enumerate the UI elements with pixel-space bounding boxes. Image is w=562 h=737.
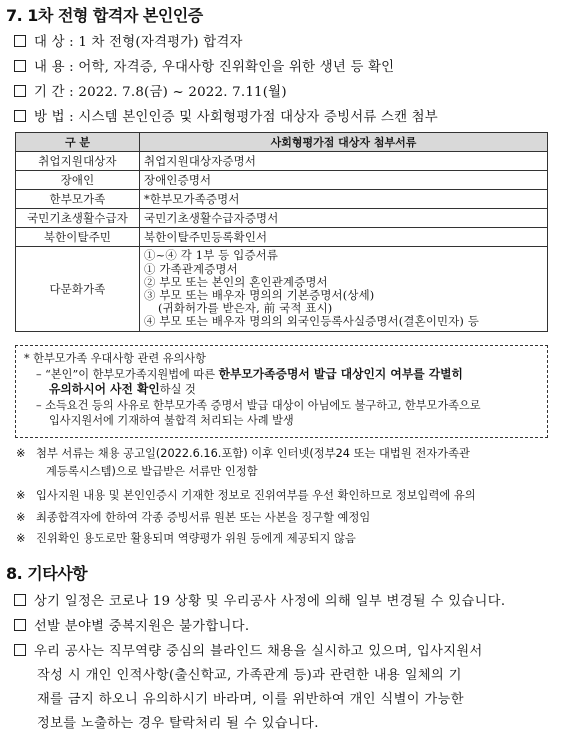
notice-title: * 한부모가족 우대사항 관련 유의사항 — [24, 352, 206, 365]
documents-cell: *한부모가족증명서 — [140, 190, 548, 209]
table-row — [16, 171, 548, 190]
misc-item-3-cont: 정보를 노출하는 경우 탈락처리 될 수 있습니다. — [37, 716, 319, 731]
checkbox-square-icon — [14, 594, 26, 606]
notice-line: 입사지원서에 기재하여 불합격 처리되는 사례 발생 — [49, 414, 294, 427]
category-cell: 장애인 — [16, 171, 140, 190]
reference-mark-icon: ※ — [16, 489, 26, 502]
remark-1: ※ 첨부 서류는 채용 공고일(2022.6.16.포함) 이후 인터넷(정부24 또는 대법원 전자가족관 — [16, 447, 470, 460]
reference-mark-icon: ※ — [16, 447, 26, 460]
category-cell: 다문화가족 — [16, 247, 140, 332]
doc-line: ③ 부모 또는 배우자 명의의 기본증명서(상세) — [144, 288, 375, 302]
category-cell: 국민기초생활수급자 — [16, 209, 140, 228]
category-cell: 북한이탈주민 — [16, 228, 140, 247]
header-category: 구 분 — [16, 133, 140, 152]
doc-line: (귀화허가를 받은자, 前 국적 표시) — [158, 301, 333, 316]
doc-line: ① 가족관계증명서 — [144, 261, 238, 276]
header-documents: 사회형평가점 대상자 첨부서류 — [140, 133, 548, 152]
category-cell: 취업지원대상자 — [16, 152, 140, 171]
table-row — [16, 228, 548, 247]
reference-mark-icon: ※ — [16, 511, 26, 524]
remark-2: ※ 입사지원 내용 및 본인인증시 기재한 정보로 진위여부를 우선 확인하므로 정보입력에 유의 — [16, 489, 476, 502]
checkbox-square-icon — [14, 644, 26, 656]
checkbox-square-icon — [14, 619, 26, 631]
notice-line: – 소득요건 등의 사유로 한부모가족 증명서 발급 대상이 아님에도 불구하고, 한부모가족으로 — [36, 398, 481, 412]
misc-item-2: 선발 분야별 중복지원은 불가합니다. — [14, 615, 249, 634]
remark-4: ※ 진위확인 용도로만 활용되며 역량평가 위원 등에게 제공되지 않음 — [16, 532, 356, 545]
documents-cell: 북한이탈주민등록확인서 — [140, 228, 548, 247]
checkbox-square-icon — [14, 60, 26, 72]
period-bullet: 기 간 : 2022. 7.8(금) ~ 2022. 7.11(월) — [14, 81, 287, 100]
checkbox-square-icon — [14, 110, 26, 122]
documents-cell: 국민기초생활수급자증명서 — [140, 209, 548, 228]
section-7-title: 7. 1차 전형 합격자 본인인증 — [6, 6, 203, 25]
misc-item-3-cont: 작성 시 개인 인적사항(출신학교, 가족관계 등)과 관련한 내용 일체의 기 — [37, 668, 462, 683]
misc-item-1: 상기 일정은 코로나 19 상황 및 우리공사 사정에 의해 일부 변경될 수 있습니다. — [14, 590, 505, 609]
documents-cell: 장애인증명서 — [140, 171, 548, 190]
documents-cell-multicultural — [140, 247, 548, 332]
doc-line: ①~④ 각 1부 등 입증서류 — [144, 248, 279, 263]
section-8-title: 8. 기타사항 — [6, 564, 88, 583]
table-header-row — [16, 133, 548, 152]
misc-item-3-cont: 재를 금지 하오니 유의하시기 바라며, 이를 위반하여 개인 식별이 가능한 — [37, 692, 464, 707]
category-cell: 한부모가족 — [16, 190, 140, 209]
documents-table — [15, 132, 548, 332]
notice-line: – “본인”이 한부모가족지원법에 따른 한부모가족증명서 발급 대상인지 여부를 각별히 — [36, 366, 463, 381]
table-row-multicultural — [16, 247, 548, 332]
notice-line: 유의하시어 사전 확인하실 것 — [49, 382, 196, 396]
table-row — [16, 209, 548, 228]
checkbox-square-icon — [14, 85, 26, 97]
single-parent-notice-box — [15, 345, 548, 438]
reference-mark-icon: ※ — [16, 532, 26, 545]
content-bullet: 내 용 : 어학, 자격증, 우대사항 진위확인을 위한 생년 등 확인 — [14, 56, 394, 75]
documents-cell: 취업지원대상자증명서 — [140, 152, 548, 171]
target-bullet: 대 상 : 1 차 전형(자격평가) 합격자 — [14, 31, 243, 50]
doc-line: ② 부모 또는 본인의 혼인관계증명서 — [144, 274, 328, 289]
table-row — [16, 190, 548, 209]
checkbox-square-icon — [14, 35, 26, 47]
misc-item-3: 우리 공사는 직무역량 중심의 블라인드 채용을 실시하고 있으며, 입사지원서 — [14, 640, 483, 659]
remark-1-cont: 계등록시스템)으로 발급받은 서류만 인정함 — [46, 465, 258, 478]
table-row — [16, 152, 548, 171]
remark-3: ※ 최종합격자에 한하여 각종 증빙서류 원본 또는 사본을 징구할 예정임 — [16, 511, 371, 524]
method-bullet: 방 법 : 시스템 본인인증 및 사회형평가점 대상자 증빙서류 스캔 첨부 — [14, 106, 438, 125]
doc-line: ④ 부모 또는 배우자 명의의 외국인등록사실증명서(결혼이민자) 등 — [144, 314, 480, 329]
